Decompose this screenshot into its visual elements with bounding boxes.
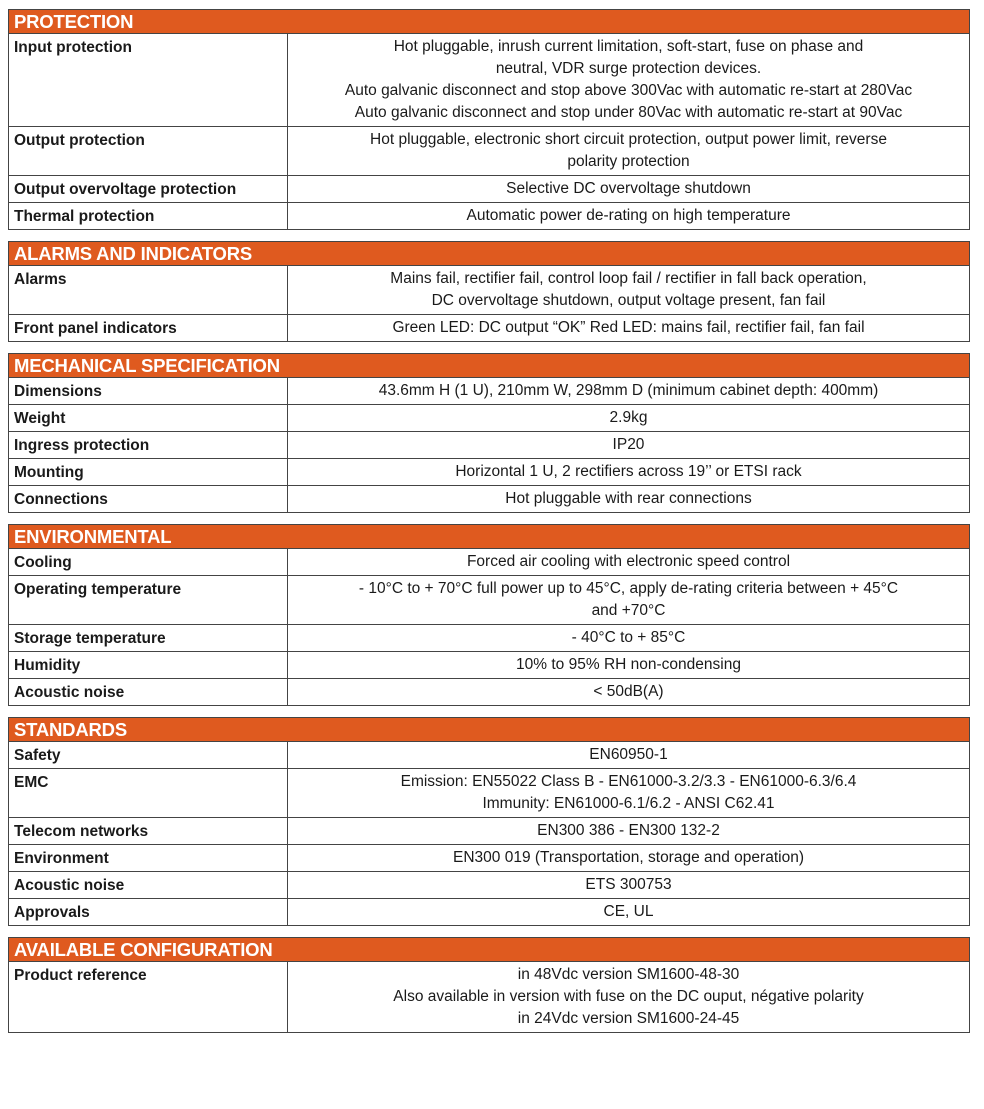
spec-label: Output protection <box>9 127 288 175</box>
spec-value-line: 2.9kg <box>609 409 648 426</box>
spec-value-line: 10% to 95% RH non-condensing <box>516 656 741 673</box>
spec-row <box>9 871 969 898</box>
spec-value-line: - 10°C to + 70°C full power up to 45°C, apply de-rating criteria between + 45°C <box>358 580 899 597</box>
spec-label: Acoustic noise <box>9 679 288 705</box>
spec-row <box>9 768 969 817</box>
spec-label: Mounting <box>9 459 288 485</box>
spec-value <box>288 127 969 175</box>
spec-row <box>9 202 969 229</box>
spec-label: Weight <box>9 405 288 431</box>
spec-value-line: in 48Vdc version SM1600-48-30 <box>517 966 740 983</box>
spec-label: Output overvoltage protection <box>9 176 288 202</box>
spec-section <box>8 241 970 342</box>
spec-value <box>288 266 969 314</box>
spec-row <box>9 817 969 844</box>
spec-document <box>8 9 970 1044</box>
spec-value <box>288 769 969 817</box>
spec-row <box>9 34 969 126</box>
spec-value-line: neutral, VDR surge protection devices. <box>495 60 762 77</box>
spec-value-line: Mains fail, rectifier fail, control loop fail / rectifier in fall back operation, <box>390 270 867 287</box>
spec-value <box>288 652 969 678</box>
spec-row <box>9 742 969 768</box>
spec-value-line: EN300 019 (Transportation, storage and operation) <box>453 849 804 866</box>
spec-row <box>9 431 969 458</box>
spec-section <box>8 353 970 513</box>
spec-value <box>288 576 969 624</box>
spec-value-line: CE, UL <box>603 903 654 920</box>
spec-label: Ingress protection <box>9 432 288 458</box>
spec-row <box>9 651 969 678</box>
spec-value <box>288 176 969 202</box>
spec-value-line: Auto galvanic disconnect and stop under 80Vac with automatic re-start at 90Vac <box>354 104 903 121</box>
spec-row <box>9 314 969 341</box>
section-title: ALARMS AND INDICATORS <box>9 242 969 266</box>
spec-row <box>9 549 969 575</box>
spec-value-line: - 40°C to + 85°C <box>571 629 686 646</box>
spec-label: Alarms <box>9 266 288 314</box>
spec-value <box>288 899 969 925</box>
spec-value-line: polarity protection <box>567 153 690 170</box>
spec-value <box>288 742 969 768</box>
spec-row <box>9 404 969 431</box>
spec-label: Environment <box>9 845 288 871</box>
spec-row <box>9 126 969 175</box>
spec-label: Product reference <box>9 962 288 1032</box>
spec-value <box>288 818 969 844</box>
spec-value-line: Hot pluggable, inrush current limitation, soft-start, fuse on phase and <box>393 38 864 55</box>
spec-section <box>8 524 970 706</box>
spec-value <box>288 845 969 871</box>
spec-label: Telecom networks <box>9 818 288 844</box>
spec-row <box>9 844 969 871</box>
spec-value-line: Green LED: DC output “OK” Red LED: mains fail, rectifier fail, fan fail <box>392 319 865 336</box>
spec-label: EMC <box>9 769 288 817</box>
spec-value-line: Horizontal 1 U, 2 rectifiers across 19’’ or ETSI rack <box>455 463 802 480</box>
spec-value <box>288 203 969 229</box>
spec-value <box>288 625 969 651</box>
spec-value <box>288 34 969 126</box>
spec-section <box>8 9 970 230</box>
spec-label: Thermal protection <box>9 203 288 229</box>
spec-row <box>9 266 969 314</box>
spec-label: Acoustic noise <box>9 872 288 898</box>
spec-value-line: Forced air cooling with electronic speed control <box>466 553 791 570</box>
spec-row <box>9 575 969 624</box>
spec-value <box>288 405 969 431</box>
spec-value-line: EN300 386 - EN300 132-2 <box>537 822 720 839</box>
spec-label: Input protection <box>9 34 288 126</box>
section-title: MECHANICAL SPECIFICATION <box>9 354 969 378</box>
spec-value-line: IP20 <box>612 436 645 453</box>
spec-value-line: Hot pluggable, electronic short circuit protection, output power limit, reverse <box>370 131 887 148</box>
spec-value <box>288 962 969 1032</box>
spec-value <box>288 378 969 404</box>
section-title: AVAILABLE CONFIGURATION <box>9 938 969 962</box>
spec-section <box>8 717 970 926</box>
section-title: ENVIRONMENTAL <box>9 525 969 549</box>
spec-value-line: < 50dB(A) <box>593 683 664 700</box>
spec-value-line: Hot pluggable with rear connections <box>505 490 752 507</box>
spec-row <box>9 458 969 485</box>
spec-label: Dimensions <box>9 378 288 404</box>
spec-row <box>9 624 969 651</box>
spec-value <box>288 872 969 898</box>
spec-value <box>288 432 969 458</box>
spec-label: Front panel indicators <box>9 315 288 341</box>
spec-value-line: Auto galvanic disconnect and stop above 300Vac with automatic re-start at 280Vac <box>344 82 913 99</box>
spec-row <box>9 485 969 512</box>
section-title: STANDARDS <box>9 718 969 742</box>
spec-row <box>9 678 969 705</box>
spec-row <box>9 898 969 925</box>
spec-row <box>9 175 969 202</box>
spec-value <box>288 486 969 512</box>
spec-value <box>288 549 969 575</box>
spec-value-line: and +70°C <box>591 602 666 619</box>
spec-value-line: Automatic power de-rating on high temperature <box>466 207 791 224</box>
spec-value <box>288 459 969 485</box>
spec-value-line: EN60950-1 <box>589 746 668 763</box>
spec-label: Humidity <box>9 652 288 678</box>
spec-value <box>288 679 969 705</box>
spec-label: Storage temperature <box>9 625 288 651</box>
spec-value-line: Selective DC overvoltage shutdown <box>506 180 751 197</box>
spec-value <box>288 315 969 341</box>
spec-label: Approvals <box>9 899 288 925</box>
spec-value-line: Immunity: EN61000-6.1/6.2 - ANSI C62.41 <box>482 795 775 812</box>
spec-label: Operating temperature <box>9 576 288 624</box>
spec-value-line: Also available in version with fuse on the DC ouput, négative polarity <box>393 988 864 1005</box>
spec-label: Connections <box>9 486 288 512</box>
spec-section <box>8 937 970 1033</box>
spec-value-line: in 24Vdc version SM1600-24-45 <box>517 1010 740 1027</box>
spec-value-line: 43.6mm H (1 U), 210mm W, 298mm D (minimum cabinet depth: 400mm) <box>378 382 879 399</box>
section-title: PROTECTION <box>9 10 969 34</box>
spec-value-line: ETS 300753 <box>585 876 672 893</box>
spec-value-line: Emission: EN55022 Class B - EN61000-3.2/3.3 - EN61000-6.3/6.4 <box>400 773 857 790</box>
spec-row <box>9 962 969 1032</box>
spec-value-line: DC overvoltage shutdown, output voltage present, fan fail <box>431 292 826 309</box>
spec-label: Safety <box>9 742 288 768</box>
spec-label: Cooling <box>9 549 288 575</box>
spec-row <box>9 378 969 404</box>
